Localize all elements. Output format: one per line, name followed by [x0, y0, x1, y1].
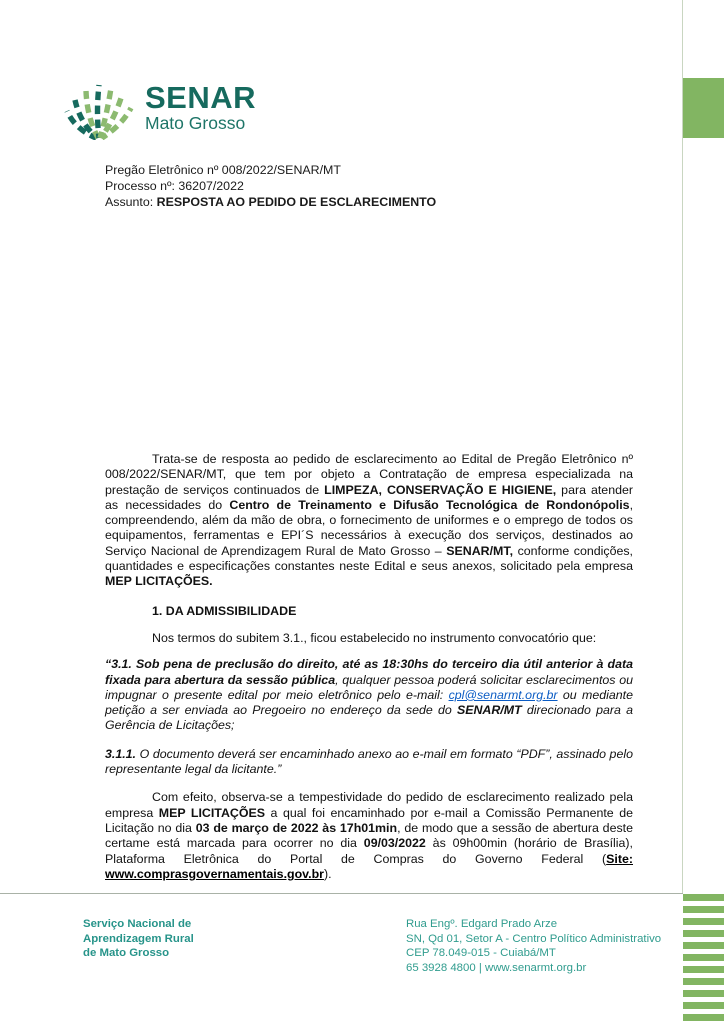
green-accent-block	[683, 78, 724, 138]
text-segment: às 09h00min (horário de Brasília), Plataforma Eletrônica do Portal de Compras do Governo Federal (	[105, 836, 633, 866]
text-segment: LIMPEZA, CONSERVAÇÃO E HIGIENE,	[324, 482, 557, 497]
processo-line: Processo nº: 36207/2022	[105, 179, 244, 194]
text-segment: 03 de março de 2022 às 17h01min	[195, 820, 398, 835]
text-segment: para atender as necessidades do	[105, 482, 633, 512]
intro-paragraph	[105, 452, 633, 590]
text-segment: Nos termos do subitem 3.1., ficou estabelecido no instrumento convocatório que:	[152, 630, 597, 645]
senar-leaf-icon	[62, 74, 136, 140]
footer-org-line: de Mato Grosso	[83, 947, 170, 960]
footer-divider-line	[0, 893, 683, 894]
text-segment: 1. DA ADMISSIBILIDADE	[152, 603, 297, 618]
assunto-line	[105, 194, 436, 210]
footer-address	[406, 917, 661, 975]
text-segment: ou mediante petição a ser enviada ao Pregoeiro no endereço da sede do	[105, 687, 634, 718]
text-segment: Com efeito, observa-se a tempestividade do pedido de esclarecimento realizado pela empresa	[105, 790, 633, 820]
text-segment: ).	[323, 866, 332, 881]
text-segment: Centro de Treinamento e Difusão Tecnológica de Rondonópolis	[229, 497, 630, 512]
quote-item-3-1-1	[105, 747, 633, 778]
assunto-label: Assunto:	[105, 195, 157, 210]
document-header	[105, 162, 436, 211]
text-segment: 09/03/2022	[363, 836, 426, 851]
text-segment: , de modo que a sessão de abertura deste certame está marcada para ocorrer no dia	[105, 820, 633, 851]
text-segment: O documento deverá ser encaminhado anexo ao e-mail em formato “PDF”, assinado pelo representante legal da licitante.”	[105, 746, 633, 777]
footer-contact-line: 65 3928 4800 | www.senarmt.org.br	[406, 961, 587, 974]
footer-address-line: CEP 78.049-015 - Cuiabá/MT	[406, 947, 556, 960]
text-segment: SENAR/MT	[456, 703, 522, 718]
quote-item-3-1	[105, 657, 633, 733]
section-heading-admissibilidade	[105, 604, 633, 619]
site-link[interactable]: Site: www.comprasgovernamentais.gov.br	[105, 851, 633, 881]
logo-title: SENAR	[145, 79, 257, 115]
terms-paragraph	[105, 631, 633, 646]
logo-subtitle: Mato Grosso	[145, 112, 246, 133]
pregao-line: Pregão Eletrônico nº 008/2022/SENAR/MT	[105, 163, 341, 177]
assunto-value: RESPOSTA AO PEDIDO DE ESCLARECIMENTO	[156, 195, 437, 210]
senar-logo	[62, 74, 256, 140]
text-segment: MEP LICITAÇÕES	[158, 805, 266, 820]
text-segment: “3.1. Sob pena de preclusão do direito, até as 18:30hs do terceiro dia útil anterior à data fixada para abertura da sessão pública	[105, 657, 633, 687]
text-segment: , compreendendo, além da mão de obra, o fornecimento de uniformes e o emprego de todos os equipamentos, ferramentas e EPI´S necessários à execução dos serviços, destinados ao Serviço Nacional de Aprendizagem Rural de Mato Grosso –	[105, 497, 634, 558]
text-segment: Trata-se de resposta ao pedido de esclarecimento ao Edital de Pregão Eletrônico nº 008/2022/SENAR/MT, que tem por objeto a Contratação de empresa especializada na prestação de serviços continuados de	[105, 452, 633, 497]
footer-address-line: SN, Qd 01, Setor A - Centro Político Administrativo	[406, 932, 662, 945]
text-segment: , qualquer pessoa poderá solicitar esclarecimentos ou impugnar o presente edital por meio eletrônico pelo e-mail:	[105, 672, 633, 702]
footer-org-line: Aprendizagem Rural	[83, 932, 194, 945]
text-segment: SENAR/MT,	[446, 543, 514, 558]
footer-organization	[83, 917, 194, 961]
footer-org-line: Serviço Nacional de	[83, 918, 192, 930]
text-segment: a qual foi encaminhado por e-mail a Comissão Permanente de Licitação no dia	[105, 805, 634, 835]
footer-address-line: Rua Engº. Edgard Prado Arze	[406, 918, 558, 930]
text-segment: conforme condições, quantidades e especificações constantes neste Edital e seus anexos, solicitado pela empresa	[105, 543, 633, 574]
text-segment: direcionado para a Gerência de Licitações;	[105, 703, 633, 733]
closing-paragraph	[105, 790, 633, 882]
text-segment: MEP LICITAÇÕES.	[105, 574, 213, 589]
logo-text	[145, 79, 257, 133]
text-segment: 3.1.1.	[105, 746, 137, 761]
email-link[interactable]: cpl@senarmt.org.br	[448, 687, 558, 702]
green-stripes-decoration	[683, 894, 724, 1024]
document-body	[105, 452, 633, 893]
